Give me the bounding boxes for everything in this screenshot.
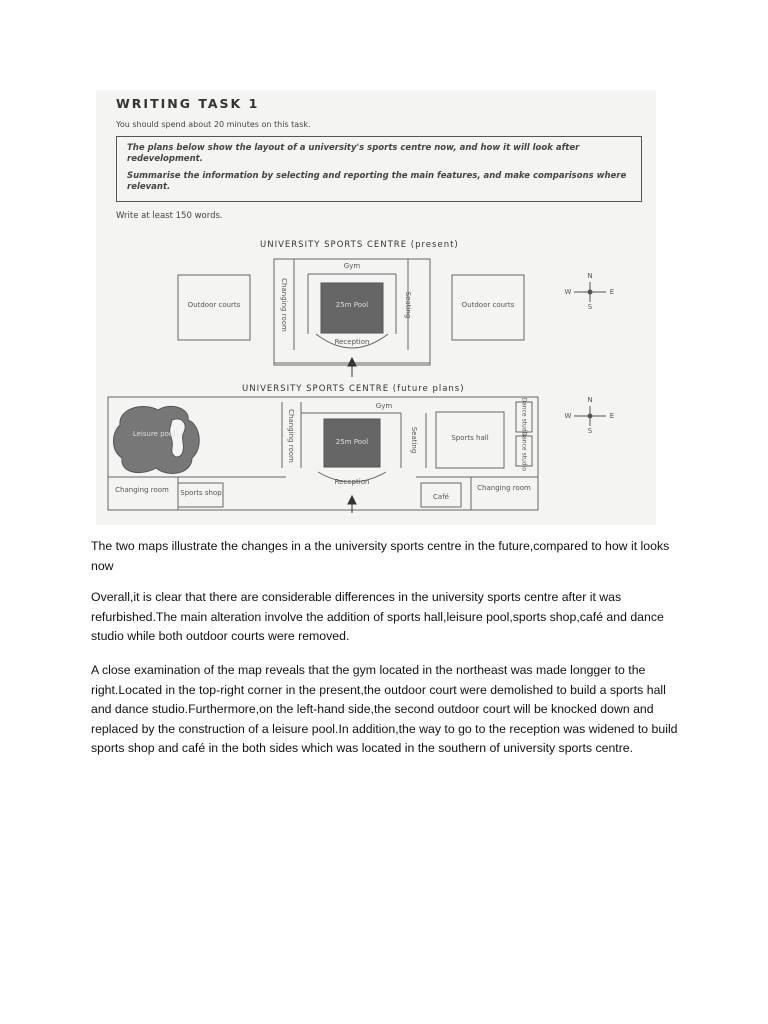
present-gym-label: Gym bbox=[343, 262, 361, 270]
compass-2-n: N bbox=[587, 396, 593, 404]
future-leisure-pool-label: Leisure pool bbox=[132, 430, 176, 438]
future-changing-room-right-label: Changing room bbox=[477, 484, 531, 492]
future-seating-label: Seating bbox=[410, 426, 418, 454]
compass-1-w: W bbox=[564, 288, 572, 296]
present-outdoor-right-label: Outdoor courts bbox=[461, 301, 515, 309]
present-pool-label: 25m Pool bbox=[335, 301, 369, 309]
present-outdoor-left-label: Outdoor courts bbox=[187, 301, 241, 309]
future-dance-studio-1-label: Dance studio bbox=[520, 397, 528, 437]
future-sports-hall-label: Sports hall bbox=[451, 434, 489, 442]
essay-paragraph-3: A close examination of the map reveals that the gym located in the northeast was made longger to the right.Located in the top-right corner in the present,the outdoor court were demolished to build a sports hall and dance studio.Furthermore,on the left-hand side,the second outdoor court will be knocked down and replaced by the construction of a leisure pool.In addition,the way to go to the reception was widened to build sports shop and café in the both sides which was located in the southern of university sports centre. bbox=[91, 663, 678, 756]
compass-2-s: S bbox=[587, 427, 593, 435]
present-changing-room-label: Changing room bbox=[280, 278, 288, 332]
compass-2-e: E bbox=[609, 412, 615, 420]
present-map-title: UNIVERSITY SPORTS CENTRE (present) bbox=[260, 240, 459, 250]
compass-1-n: N bbox=[587, 272, 593, 280]
present-entrance-arrow bbox=[348, 358, 356, 366]
task-title: WRITING TASK 1 bbox=[116, 96, 260, 111]
task-word-count: Write at least 150 words. bbox=[116, 211, 223, 221]
future-cafe-label: Café bbox=[433, 493, 449, 501]
future-changing-room-left-label: Changing room bbox=[115, 486, 169, 494]
future-gym-label: Gym bbox=[375, 402, 393, 410]
task-scan-image bbox=[96, 90, 656, 525]
future-dance-studio-2-label: Dance studio bbox=[520, 431, 528, 471]
task-instruction: You should spend about 20 minutes on this task. bbox=[116, 120, 311, 129]
essay-paragraph-1: The two maps illustrate the changes in a the university sports centre in the future,compared to how it looks now bbox=[91, 539, 670, 573]
future-pool-label: 25m Pool bbox=[335, 438, 369, 446]
compass-1-e: E bbox=[609, 288, 615, 296]
essay-paragraph-2: Overall,it is clear that there are considerable differences in the university sports centre after it was refurbished.The main alteration involve the addition of sports hall,leisure pool,sports shop,café and dance studio while both outdoor courts were removed. bbox=[91, 590, 664, 644]
compass-2-w: W bbox=[564, 412, 572, 420]
task-prompt-1: The plans below show the layout of a university's sports centre now, and how it will look after redevelopment. bbox=[127, 143, 580, 164]
compass-1-s: S bbox=[587, 303, 593, 311]
future-changing-room-label: Changing room bbox=[287, 409, 295, 463]
present-seating-label: Seating bbox=[404, 291, 412, 319]
future-map-title: UNIVERSITY SPORTS CENTRE (future plans) bbox=[242, 384, 465, 394]
future-reception-label: Reception bbox=[334, 478, 370, 486]
future-entrance-arrow bbox=[348, 496, 356, 504]
future-leisure-pool bbox=[114, 406, 200, 473]
task-prompt-2: Summarise the information by selecting and reporting the main features, and make comparisons where relevant. bbox=[127, 171, 627, 192]
future-sports-shop-label: Sports shop bbox=[180, 489, 222, 497]
present-reception-label: Reception bbox=[334, 338, 370, 346]
